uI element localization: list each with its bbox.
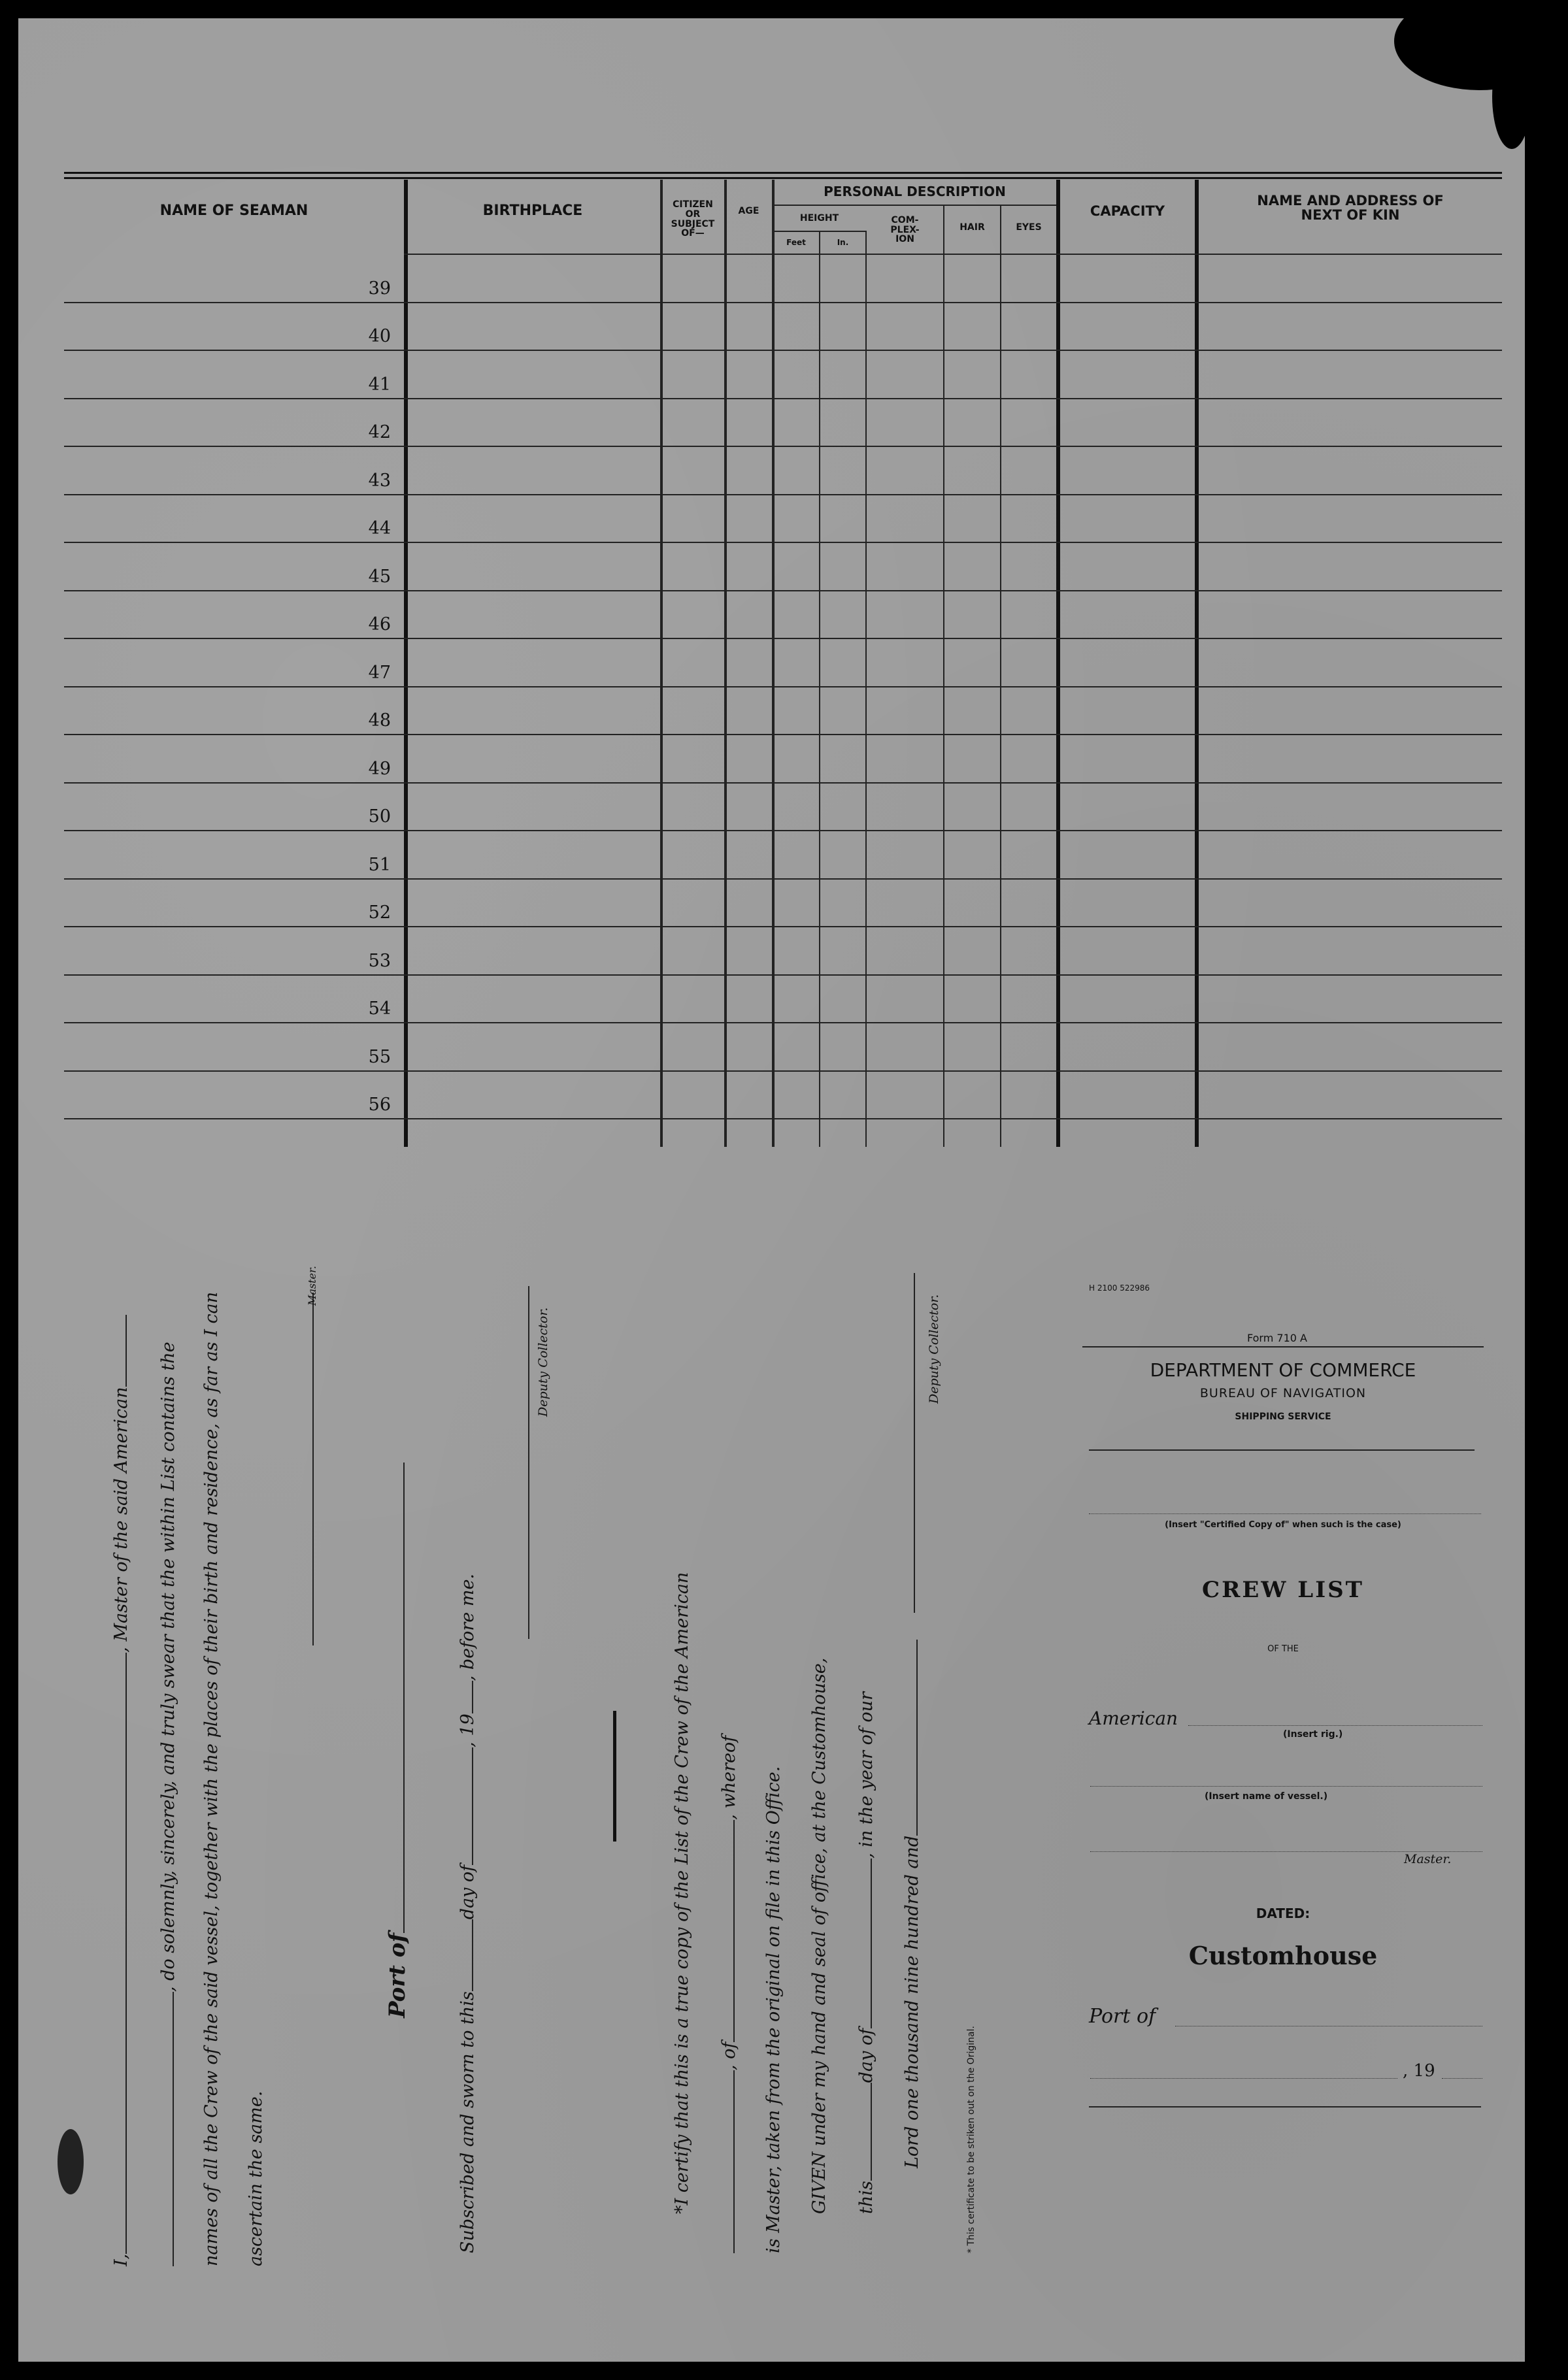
table-row[interactable] xyxy=(64,1072,339,1117)
row-number: 56 xyxy=(368,1095,391,1115)
header-birthplace: BIRTHPLACE xyxy=(482,203,583,220)
rig-blank[interactable] xyxy=(1188,1725,1482,1726)
table-row[interactable] xyxy=(64,543,339,589)
table-row[interactable] xyxy=(64,351,339,397)
table-row[interactable] xyxy=(64,495,339,541)
table-row[interactable] xyxy=(64,447,339,493)
row-number: 44 xyxy=(368,518,391,538)
header-hair: HAIR xyxy=(959,222,985,233)
american-label: American xyxy=(1089,1708,1178,1729)
oath-vessel-blank[interactable] xyxy=(110,1315,127,1387)
subscribed-day-blank[interactable] xyxy=(456,1919,473,1991)
header-complexion-l2: PLEX- xyxy=(890,224,920,235)
header-citizen-l3: SUBJECT xyxy=(671,218,715,229)
row-number: 51 xyxy=(368,854,391,875)
oath-master: , Master of the said American xyxy=(111,1387,131,1653)
row-number: 42 xyxy=(368,422,391,442)
subscribed-year-blank[interactable] xyxy=(456,1681,473,1713)
oath-vessel-name-blank[interactable] xyxy=(157,1992,174,2266)
service: SHIPPING SERVICE xyxy=(1235,1412,1331,1422)
col-divider xyxy=(865,231,867,1147)
header-bottom-rule xyxy=(404,254,1502,255)
oath-line-2 xyxy=(157,1342,178,2266)
cert-vessel-blank[interactable] xyxy=(718,2070,735,2253)
rotated-certificates xyxy=(110,1265,976,2266)
subscribed-dayof: day of xyxy=(458,1864,478,1920)
oath-port-blank[interactable] xyxy=(388,1463,405,1933)
cover-19: , 19 xyxy=(1403,2061,1435,2081)
col-divider xyxy=(724,180,727,1147)
cert-whereof: , whereof xyxy=(719,1735,739,1820)
row-number: 54 xyxy=(368,999,391,1019)
row-number: 45 xyxy=(368,566,391,587)
cert-year-blank[interactable] xyxy=(901,1640,918,1836)
header-eyes: EYES xyxy=(1016,222,1042,233)
deputy-collector-line-2[interactable] xyxy=(914,1273,915,1613)
cert-port-blank[interactable] xyxy=(718,1820,735,2042)
cert-lord: Lord one thousand nine hundred and xyxy=(902,1835,922,2168)
department: DEPARTMENT OF COMMERCE xyxy=(1150,1359,1416,1381)
col-divider xyxy=(404,180,408,1147)
table-row[interactable] xyxy=(64,591,339,637)
cert-this: this xyxy=(856,2181,876,2214)
subscribed-text: Subscribed and sworn to this xyxy=(458,1991,478,2253)
table-row[interactable] xyxy=(64,831,339,877)
crew-list-title: CREW LIST xyxy=(1202,1577,1364,1603)
cert-line-4: GIVEN under my hand and seal of office, at the Customhouse, xyxy=(809,1657,829,2214)
row-number: 39 xyxy=(368,278,391,299)
header-citizen-l4: OF— xyxy=(681,228,705,239)
row-number: 48 xyxy=(368,710,391,731)
table-row[interactable] xyxy=(64,399,339,445)
cover-date-blank[interactable] xyxy=(1090,2078,1397,2079)
table-row[interactable] xyxy=(64,255,339,301)
col-divider xyxy=(1056,180,1060,1147)
header-next-of-kin xyxy=(1199,185,1502,231)
col-divider xyxy=(819,231,820,1147)
subscribed-19: , 19 xyxy=(458,1713,478,1747)
cert-month-blank[interactable] xyxy=(855,1859,872,2028)
header-name-of-seaman: NAME OF SEAMAN xyxy=(159,203,309,220)
row-number: 52 xyxy=(368,902,391,923)
header-citizen-l2: OR xyxy=(685,208,701,220)
oath-name-blank[interactable] xyxy=(110,1653,127,2254)
cert-line-5 xyxy=(855,1692,876,2214)
deputy-collector-label-1: Deputy Collector. xyxy=(536,1307,550,1417)
col-divider xyxy=(1000,205,1001,1147)
header-height: HEIGHT xyxy=(799,212,839,223)
header-citizen-l1: CITIZEN xyxy=(673,199,713,210)
col-divider xyxy=(1195,180,1199,1147)
master-label: Master. xyxy=(306,1265,318,1306)
row-number: 41 xyxy=(368,374,391,395)
certified-copy-line[interactable] xyxy=(1089,1513,1481,1514)
port-of-line xyxy=(384,1463,410,2018)
header-capacity: CAPACITY xyxy=(1090,203,1165,219)
document-sheet xyxy=(18,18,1525,2362)
bureau: BUREAU OF NAVIGATION xyxy=(1199,1386,1367,1400)
oath-port-of: Port of xyxy=(384,1932,410,2018)
header-age: AGE xyxy=(738,205,759,216)
cert-year: , in the year of our xyxy=(856,1692,876,1859)
table-row[interactable] xyxy=(64,639,339,685)
header-feet: Feet xyxy=(786,237,806,247)
row-number: 46 xyxy=(368,614,391,635)
header-inches: In. xyxy=(837,237,849,247)
oath-i: I, xyxy=(111,2253,131,2266)
table-row[interactable] xyxy=(64,687,339,733)
col-divider xyxy=(772,180,775,1147)
cert-dayof: day of xyxy=(856,2028,876,2083)
table-row[interactable] xyxy=(64,303,339,349)
vessel-name-blank[interactable] xyxy=(1090,1786,1482,1787)
header-complexion xyxy=(867,208,943,252)
divider-bar xyxy=(613,1711,616,1842)
form-number: Form 710 A xyxy=(1247,1332,1307,1344)
cover-master-label: Master. xyxy=(1404,1852,1452,1866)
oath-line-3: names of all the Crew of the said vessel, together with the places of their birth and residence, as far as I can xyxy=(201,1291,222,2266)
table-row[interactable] xyxy=(64,927,339,973)
cover-rule-2 xyxy=(1089,1449,1475,1451)
table-top-rule xyxy=(64,172,1502,174)
oath-line-4: ascertain the same. xyxy=(246,2091,266,2266)
of-the: OF THE xyxy=(1267,1644,1299,1654)
row-number: 43 xyxy=(368,470,391,491)
customhouse-title: Customhouse xyxy=(1188,1941,1378,1970)
row-number: 47 xyxy=(368,662,391,683)
cert-line-1: *I certify that this is a true copy of the List of the Crew of the American xyxy=(672,1572,692,2214)
before-me: , before me. xyxy=(458,1573,478,1681)
crew-table xyxy=(64,152,1502,1146)
torn-edge-top-right xyxy=(1492,44,1525,149)
table-row[interactable] xyxy=(64,784,339,829)
row-number: 55 xyxy=(368,1046,391,1067)
table-row[interactable] xyxy=(64,1023,339,1069)
cert-footnote: * This certificate to be striken out on the Original. xyxy=(966,2026,976,2253)
header-citizen xyxy=(661,188,724,250)
oath-line-1 xyxy=(110,1315,131,2266)
table-row[interactable] xyxy=(64,735,339,781)
oath-line2-text: , do solemnly, sincerely, and truly swear that the within List contains the xyxy=(158,1342,178,1992)
header-personal-description: PERSONAL DESCRIPTION xyxy=(824,183,1006,199)
deputy-collector-label-2: Deputy Collector. xyxy=(927,1294,941,1404)
header-kin-l1: NAME AND ADDRESS OF xyxy=(1257,192,1444,208)
cover-port-of: Port of xyxy=(1089,2005,1156,2028)
stain-left xyxy=(58,2129,84,2194)
cert-of: , of xyxy=(719,2041,739,2070)
insert-vessel: (Insert name of vessel.) xyxy=(1205,1791,1328,1802)
row-number: 53 xyxy=(368,950,391,971)
table-row[interactable] xyxy=(64,880,339,925)
subscribed-line xyxy=(456,1574,478,2266)
header-kin-l2: NEXT OF KIN xyxy=(1301,207,1400,223)
cover-bottom-rule xyxy=(1089,2106,1481,2107)
insert-copy-note: (Insert "Certified Copy of" when such is the case) xyxy=(1165,1520,1401,1530)
table-row[interactable] xyxy=(64,976,339,1021)
cover-year-blank[interactable] xyxy=(1442,2078,1482,2079)
cert-line-6 xyxy=(901,1640,922,2168)
col-divider xyxy=(660,180,663,1147)
subscribed-month-blank[interactable] xyxy=(456,1747,473,1865)
cert-line-3: is Master, taken from the original on file in this Office. xyxy=(763,1766,784,2253)
cert-line-2 xyxy=(718,1736,739,2253)
insert-rig: (Insert rig.) xyxy=(1283,1729,1343,1740)
row-number: 50 xyxy=(368,806,391,827)
header-complexion-l3: ION xyxy=(895,234,914,245)
row-number: 49 xyxy=(368,758,391,779)
table-row-line xyxy=(64,1118,1502,1119)
print-code: H 2100 522986 xyxy=(1089,1283,1150,1293)
row-number: 40 xyxy=(368,326,391,346)
deputy-collector-line-1[interactable] xyxy=(528,1286,529,1639)
cover-top-rule xyxy=(1082,1346,1484,1347)
dated-label: DATED: xyxy=(1256,1906,1310,1921)
cert-day-blank[interactable] xyxy=(855,2083,872,2181)
master-signature-line[interactable] xyxy=(312,1293,314,1645)
header-complexion-l1: COM- xyxy=(891,214,919,225)
col-divider xyxy=(943,205,944,1147)
